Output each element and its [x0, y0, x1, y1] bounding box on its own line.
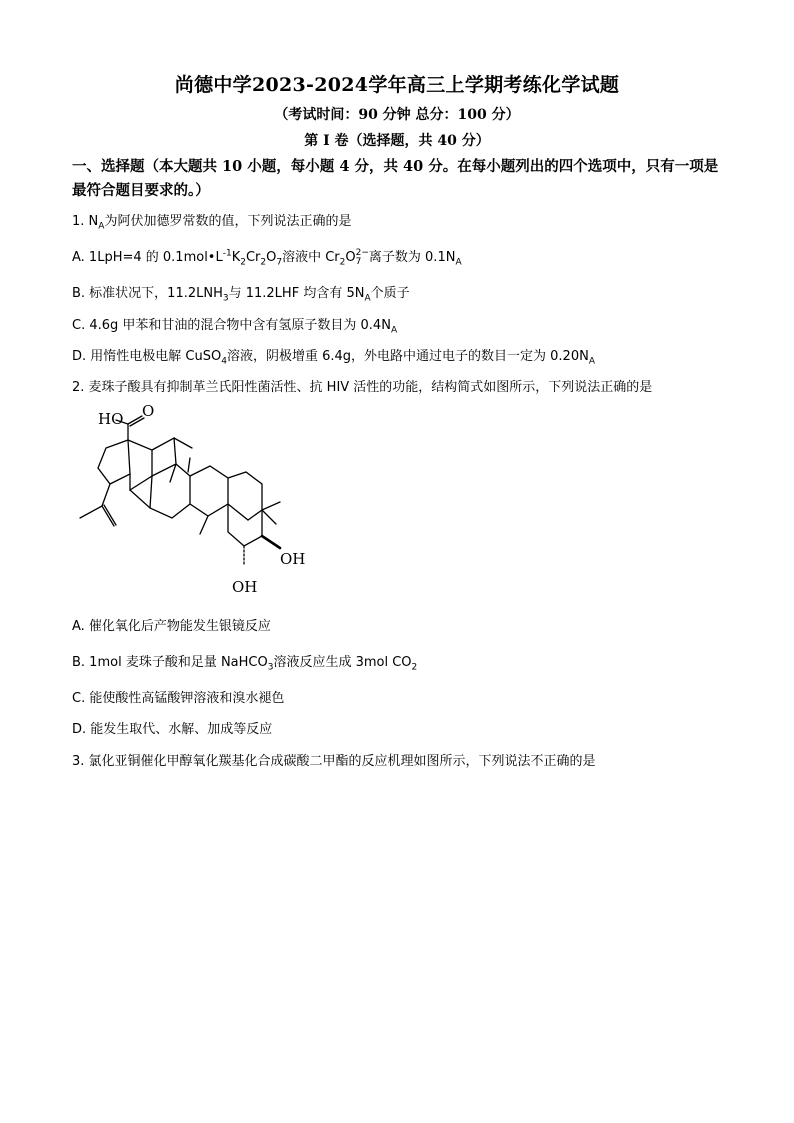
exam-time-score: （考试时间：90 分钟 总分：100 分）: [274, 107, 520, 123]
q1-option-a: A. 1LpH=4 的 $0.1mol•L^{-1}K_2Cr_2O_7$溶液中 $Cr_2O$ 2− 7 离子数为 $0.1N_A$: [72, 247, 462, 268]
q1-option-d: D. 用惰性电极电解 CuSO$_4$溶液，阴极增重 6.4g，外电路中通过电子的数目一定为 $0.20N_A$: [72, 349, 595, 367]
hydroxyl-label-2: OH: [232, 578, 258, 596]
q2-stem: 2. 麦珠子酸具有抑制革兰氏阳性菌活性、抗 HIV 活性的功能，结构简式如图所示，下列说法正确的是: [72, 380, 653, 395]
carbonyl-o-label: O: [142, 402, 155, 420]
part-heading: 第 I 卷（选择题，共 40 分）: [304, 133, 490, 149]
q2-option-c: C. 能使酸性高锰酸钾溶液和溴水褪色: [72, 691, 285, 706]
q3-stem: 3. 氯化亚铜催化甲醇氧化羰基化合成碳酸二甲酯的反应机理如图所示，下列说法不正确的是: [72, 754, 596, 769]
section-heading: 一、选择题（本大题共 10 小题，每小题 4 分，共 40 分。在每小题列出的四个选项中，只有一项是最符合题目要求的。）: [72, 158, 719, 199]
hydroxyl-label-1: OH: [280, 550, 306, 568]
q2-option-a: A. 催化氧化后产物能发生银镜反应: [72, 619, 271, 634]
q2-option-d: D. 能发生取代、水解、加成等反应: [72, 722, 273, 737]
q1-option-b: B. 标准状况下，$11.2LNH_3$与 11.2LHF 均含有 $5N_A$个质子: [72, 286, 410, 304]
exam-title: 尚德中学2023-2024学年高三上学期考练化学试题: [174, 74, 620, 96]
cooh-label: HO: [98, 410, 124, 428]
chemical-structure-diagram: [76, 402, 316, 598]
q1-option-c: C. 4.6g 甲苯和甘油的混合物中含有氢原子数目为 $0.4N_A$: [72, 318, 398, 336]
q1-stem: 1. $N_A$为阿伏加德罗常数的值，下列说法正确的是: [72, 214, 352, 232]
q2-option-b: B. 1mol 麦珠子酸和足量 NaHCO$_3$溶液反应生成 3mol $CO_2$: [72, 655, 418, 673]
